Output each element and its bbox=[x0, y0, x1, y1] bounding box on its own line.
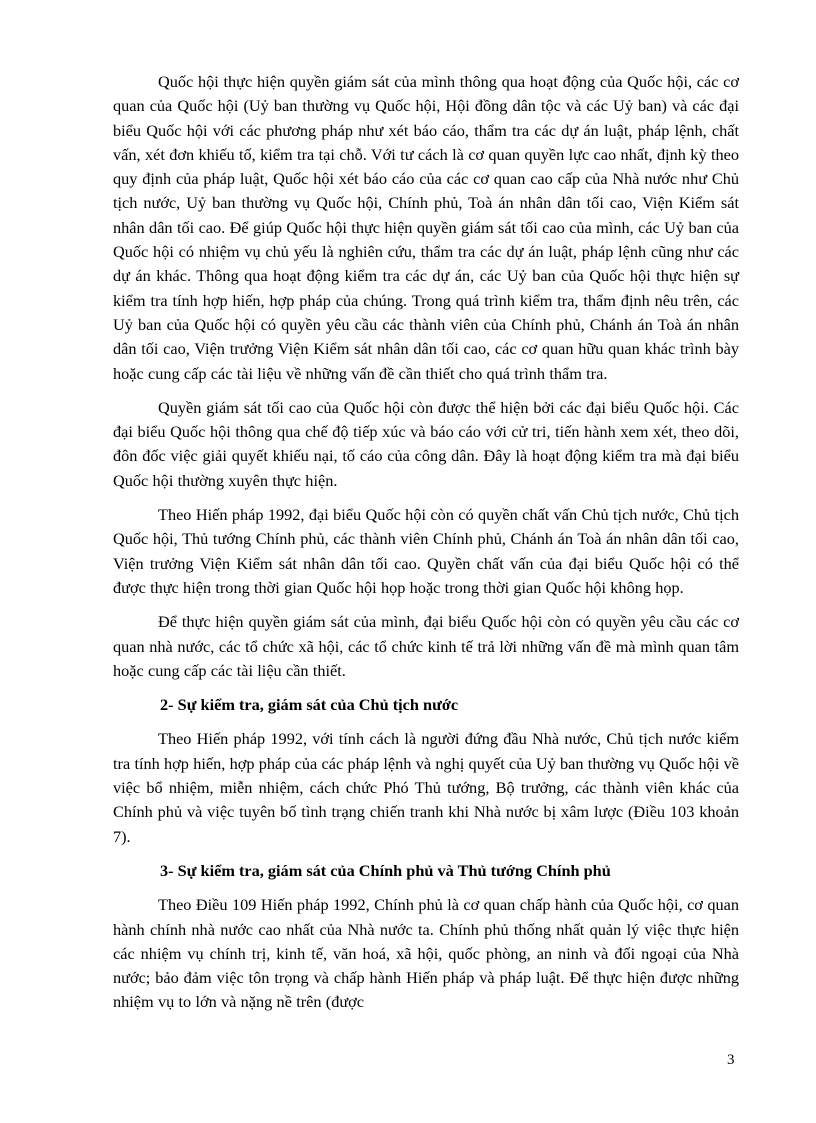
page-number: 3 bbox=[727, 1052, 735, 1068]
paragraph-gap bbox=[113, 849, 739, 859]
paragraph-president-supervision: Theo Hiến pháp 1992, với tính cách là người đứng đầu Nhà nước, Chủ tịch nước kiểm tra tính hợp hiến, hợp pháp của các pháp lệnh và nghị quyết của Uỷ ban thường vụ Quốc hội về việc bổ nhiệm, miễn nhiệm, cách chức Phó Thủ tướng, Bộ trưởng, các thành viên khác của Chính phủ và việc tuyên bố tình trạng chiến tranh khi Nhà nước bị xâm lược (Điều 103 khoản 7). bbox=[113, 729, 739, 846]
section-heading-president: 2- Sự kiểm tra, giám sát của Chủ tịch nước bbox=[160, 695, 459, 715]
paragraph-deputies-supervision: Quyền giám sát tối cao của Quốc hội còn được thể hiện bởi các đại biểu Quốc hội. Các đại biểu Quốc hội thông qua chế độ tiếp xúc và báo cáo với cử tri, tiến hành xem xét, theo dõi, đôn đốc việc giải quyết khiếu nại, tố cáo của công dân. Đây là hoạt động kiểm tra mà đại biểu Quốc hội thường xuyên thực hiện. bbox=[113, 397, 739, 490]
paragraph-gap bbox=[113, 600, 739, 610]
paragraph-request-right: Để thực hiện quyền giám sát của mình, đại biểu Quốc hội còn có quyền yêu cầu các cơ quan nhà nước, các tổ chức xã hội, các tổ chức kinh tế trả lời những vấn đề mà mình quan tâm hoặc cung cấp các tài liệu cần thiết. bbox=[113, 612, 739, 680]
section-heading-government: 3- Sự kiểm tra, giám sát của Chính phủ và Thủ tướng Chính phủ bbox=[160, 860, 611, 880]
paragraph-gap bbox=[113, 386, 739, 396]
paragraph-national-assembly-supervision: Quốc hội thực hiện quyền giám sát của mình thông qua hoạt động của Quốc hội, các cơ quan của Quốc hội (Uỷ ban thường vụ Quốc hội, Hội đồng dân tộc và các Uỷ ban) và các đại biểu Quốc hội với các phương pháp như xét báo cáo, thẩm tra các dự án luật, pháp lệnh, chất vấn, xét đơn khiếu tố, kiểm tra tại chỗ. Với tư cách là cơ quan quyền lực cao nhất, định kỳ theo quy định của pháp luật, Quốc hội xét báo cáo của các cơ quan cao cấp của Nhà nước như Chủ tịch nước, Uỷ ban thường vụ Quốc hội, Chính phủ, Toà án nhân dân tối cao, Viện Kiểm sát nhân dân tối cao. Để giúp Quốc hội thực hiện quyền giám sát tối cao của mình, các Uỷ ban của Quốc hội có nhiệm vụ chủ yếu là nghiên cứu, thẩm tra các dự án luật, pháp lệnh cũng như các dự án khác. Thông qua hoạt động kiểm tra các dự án, các Uỷ ban của Quốc hội thực hiện sự kiểm tra tính hợp hiến, hợp pháp của chúng. Trong quá trình kiểm tra, thẩm định nêu trên, các Uỷ ban của Quốc hội có quyền yêu cầu các thành viên của Chính phủ, Chánh án Toà án nhân dân tối cao, Viện trưởng Viện Kiểm sát nhân dân tối cao, các cơ quan hữu quan khác trình bày hoặc cung cấp các tài liệu về những vấn đề cần thiết cho quá trình thẩm tra. bbox=[113, 72, 739, 383]
document-page bbox=[113, 70, 739, 1015]
paragraph-gap bbox=[113, 883, 739, 893]
paragraph-gap bbox=[113, 493, 739, 503]
paragraph-gap bbox=[113, 717, 739, 727]
paragraph-interpellation-right: Theo Hiến pháp 1992, đại biểu Quốc hội còn có quyền chất vấn Chủ tịch nước, Chủ tịch Quốc hội, Thủ tướng Chính phủ, các thành viên Chính phủ, Chánh án Toà án nhân dân tối cao, Viện trưởng Viện Kiểm sát nhân dân tối cao. Quyền chất vấn của đại biểu Quốc hội có thể được thực hiện trong thời gian Quốc hội họp hoặc trong thời gian Quốc hội không họp. bbox=[113, 505, 739, 597]
paragraph-gap bbox=[113, 683, 739, 693]
paragraph-government-supervision: Theo Điều 109 Hiến pháp 1992, Chính phủ là cơ quan chấp hành của Quốc hội, cơ quan hành chính nhà nước cao nhất của Nhà nước ta. Chính phủ thống nhất quản lý việc thực hiện các nhiệm vụ chính trị, kinh tế, văn hoá, xã hội, quốc phòng, an ninh và đối ngoại của Nhà nước; bảo đảm việc tôn trọng và chấp hành Hiến pháp và pháp luật. Để thực hiện được những nhiệm vụ to lớn và nặng nề trên (được bbox=[113, 895, 739, 1012]
